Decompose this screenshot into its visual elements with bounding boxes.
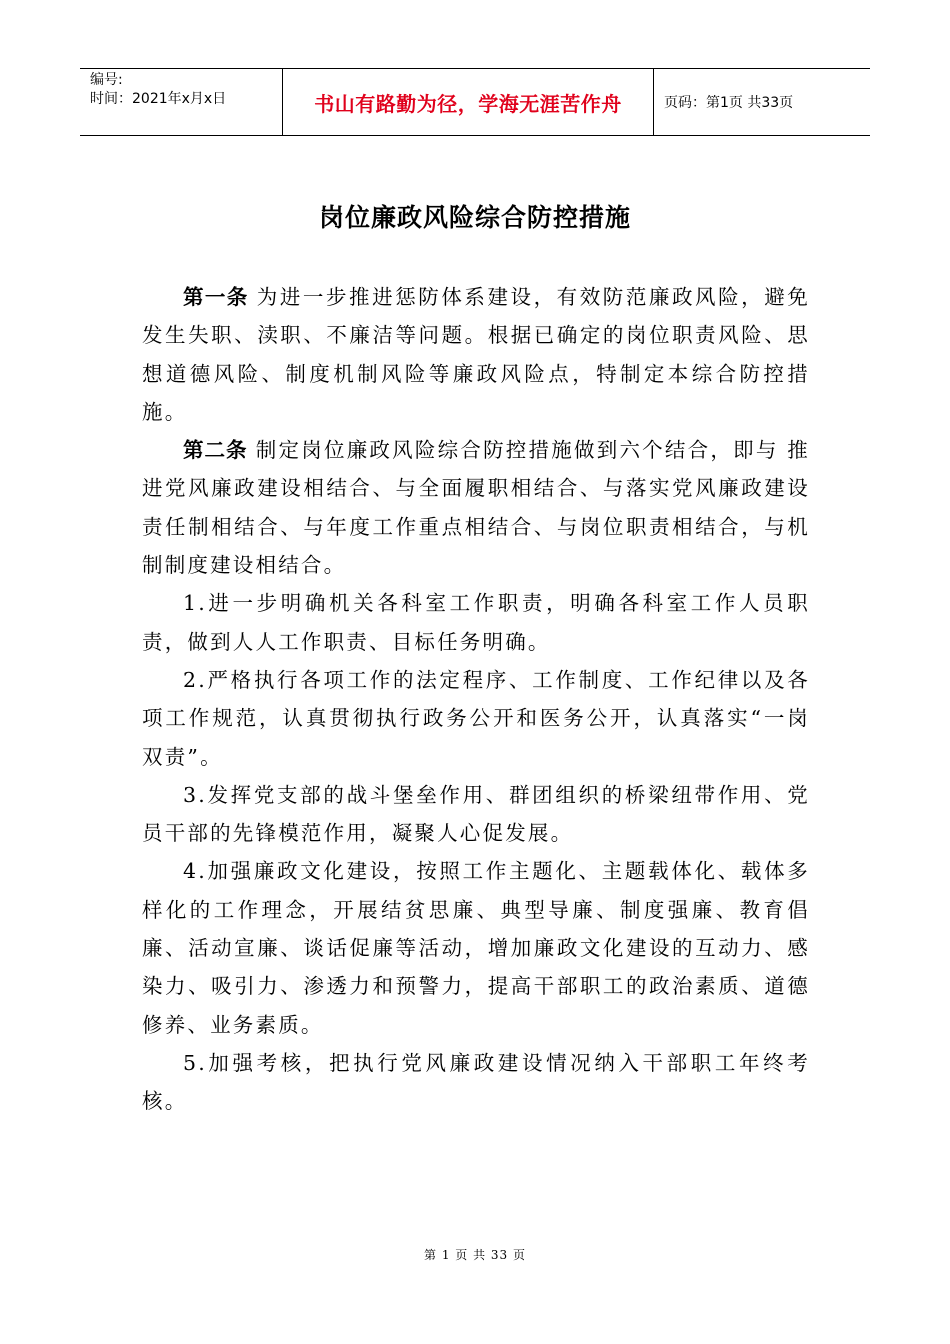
paragraph-item-1: 1.进一步明确机关各科室工作职责，明确各科室工作人员职责，做到人人工作职责、目标任务明确。 (142, 591, 810, 654)
document-title: 岗位廉政风险综合防控措施 (318, 203, 631, 232)
article-label: 第一条 (183, 285, 249, 309)
paragraph-article-2 (142, 431, 810, 584)
number-label: 编号: (90, 72, 123, 88)
header-page-info: 页码：第1页 共33页 (664, 95, 794, 111)
article-label: 第二条 (183, 438, 248, 463)
header-meta-cell (80, 69, 282, 135)
paragraph-text: 为进一步推进惩防体系建设，有效防范廉政风险，避免发生失职、渎职、不廉洁等问题。根据已确定的岗位职责风险、思想道德风险、制度机制风险等廉政风险点，特制定本综合防控措施。 (142, 285, 810, 424)
document-body (142, 278, 810, 1121)
paragraph-item-2: 2.严格执行各项工作的法定程序、工作制度、工作纪律以及各项工作规范，认真贯彻执行政务公开和医务公开，认真落实“一岗双责”。 (142, 667, 810, 769)
paragraph-item-3: 3.发挥党支部的战斗堡垒作用、群团组织的桥梁纽带作用、党员干部的先锋模范作用，凝聚人心促发展。 (142, 782, 810, 846)
header-table (80, 68, 870, 136)
paragraph-item-4: 4.加强廉政文化建设，按照工作主题化、主题载体化、载体多样化的工作理念，开展结贫思廉、典型导廉、制度强廉、教育倡廉、活动宣廉、谈话促廉等活动，增加廉政文化建设的互动力、感染力、吸引力、渗透力和预警力，提高干部职工的政治素质、道德修养、业务素质。 (142, 859, 810, 1037)
paragraph-item-5: 5.加强考核，把执行党风廉政建设情况纳入干部职工年终考核。 (142, 1050, 810, 1114)
paragraph-text: 制定岗位廉政风险综合防控措施做到六个结合，即与 推进党风廉政建设相结合、与全面履职相结合、与落实党风廉政建设责任制相结合、与年度工作重点相结合、与岗位职责相结合，与机制制度建设相结合。 (142, 438, 811, 578)
date-label: 时间：2021年x月x日 (90, 91, 227, 107)
paragraph-article-1 (142, 278, 810, 431)
header-motto: 书山有路勤为径，学海无涯苦作舟 (282, 69, 654, 135)
page-footer: 第 1 页 共 33 页 (424, 1248, 526, 1262)
